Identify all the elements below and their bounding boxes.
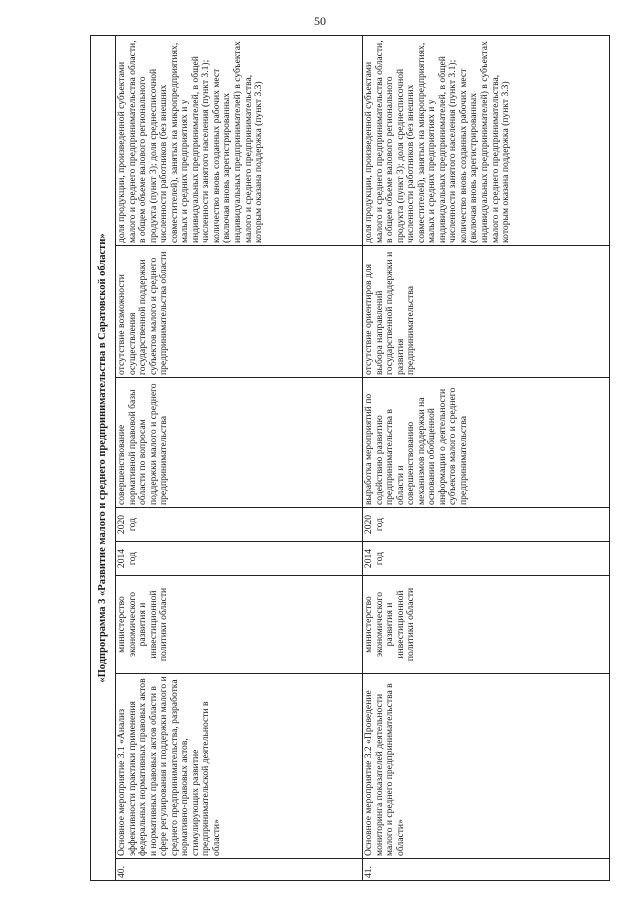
start-year: 2014 год — [363, 542, 610, 576]
rotated-table — [90, 36, 610, 881]
measure-name: Основное мероприятие 3.1 «Анализ эффективности практики применения федеральных нормативных правовых актов и нормативных правовых актов области в сфере регулирования и поддержки малого и среднего предпринимательства, разработка нормативно-правовых актов, стимулирующих развитие предпринимательской деятельности в области» — [116, 674, 363, 859]
end-year: 2020 год — [116, 508, 363, 542]
end-year: 2020 год — [363, 508, 610, 542]
subprogram-title: «Подпрограмма 3 «Развитие малого и среднего предпринимательства в Саратовской области» — [91, 36, 116, 881]
table-row — [116, 36, 363, 881]
executor: министерство экономического развития и инвестиционной политики области — [363, 576, 610, 674]
page-number: 50 — [314, 14, 326, 28]
table-row — [363, 36, 610, 881]
row-number: 41. — [363, 859, 610, 881]
non-implementation-consequences: отсутствие ориентиров для выбора направлений государственной поддержки и развития предпринимательства — [363, 246, 610, 378]
row-number: 40. — [116, 859, 363, 881]
expected-result: выработка мероприятий по содействию развитию предпринимательства в области и совершенствованию механизмов поддержки на основании обобщенной информации о деятельности субъектов малого и среднего предпринимательства — [363, 378, 610, 508]
non-implementation-consequences: отсутствие возможности осуществления государственной поддержки субъектов малого и среднего предпринимательства области — [116, 246, 363, 378]
executor: министерство экономического развития и инвестиционной политики области — [116, 576, 363, 674]
rotated-table-container — [90, 36, 610, 881]
related-indicators: доля продукции, произведенной субъектами малого и среднего предпринимательства области, в общем объеме валового регионального продукта (пункт 3); доля среднесписочной численности работников (без внешних совместителей), занятых на микропредприятиях, малых и средних предприятиях и у индивидуальных предпринимателей, в общей численности занятого населения (пункт 3.1); количество вновь созданных рабочих мест (включая вновь зарегистрированных индивидуальных предпринимателей) в субъектах малого и среднего предпринимательства, которым оказана поддержка (пункт 3.3) — [116, 36, 363, 246]
expected-result: совершенствование нормативной правовой базы области по вопросам поддержки малого и среднего предпринимательства — [116, 378, 363, 508]
start-year: 2014 год — [116, 542, 363, 576]
related-indicators: доля продукции, произведенной субъектами малого и среднего предпринимательства области, в общем объеме валового регионального продукта (пункт 3); доля среднесписочной численности работников (без внешних совместителей), занятых на микропредприятиях, малых и средних предприятиях и у индивидуальных предпринимателей, в общей численности занятого населения (пункт 3.1); количество вновь созданных рабочих мест (включая вновь зарегистрированных индивидуальных предпринимателей) в субъектах малого и среднего предпринимательства, которым оказана поддержка (пункт 3.3) — [363, 36, 610, 246]
measure-name: Основное мероприятие 3.2 «Проведение мониторинга показателей деятельности малого и среднего предпринимательства в области» — [363, 674, 610, 859]
measures-table — [90, 35, 610, 881]
